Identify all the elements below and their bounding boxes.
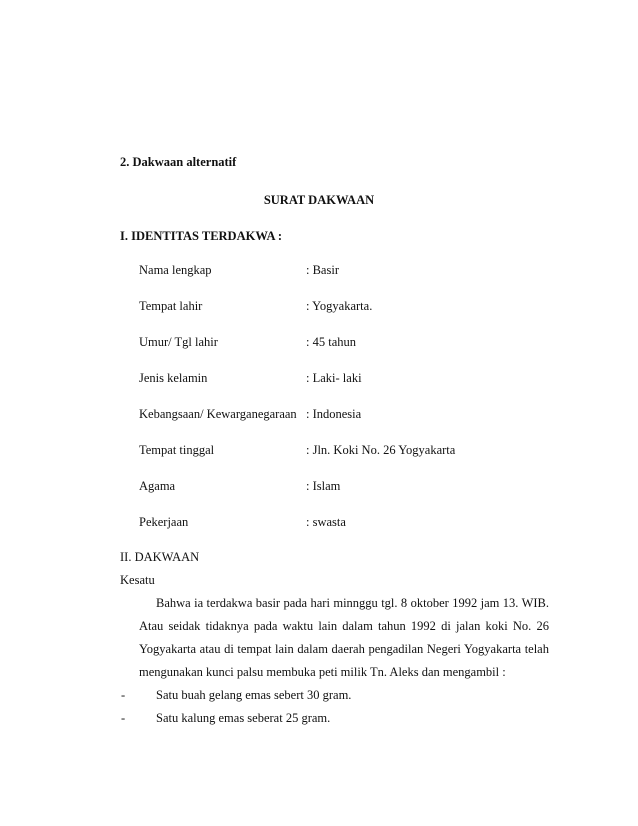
paragraph-line: Yogyakarta atau di tempat lain dalam daerah pengadilan Negeri Yogyakarta telah — [139, 642, 549, 656]
identity-value-occupation: : swasta — [306, 515, 346, 529]
identity-value-gender: : Laki- laki — [306, 371, 362, 385]
identity-value-nationality: : Indonesia — [306, 407, 362, 421]
identity-label-gender: Jenis kelamin — [139, 371, 208, 385]
identity-value-age: : 45 tahun — [306, 335, 356, 349]
identity-heading: I. IDENTITAS TERDAKWA : — [120, 229, 283, 243]
bullet-dash: - — [121, 711, 126, 725]
identity-label-occupation: Pekerjaan — [139, 515, 189, 529]
list-item: Satu buah gelang emas sebert 30 gram. — [156, 688, 352, 702]
paragraph-line: Bahwa ia terdakwa basir pada hari minnggu tgl. 8 oktober 1992 jam 13. WIB. — [156, 596, 549, 610]
identity-value-birthplace: : Yogyakarta. — [306, 299, 373, 313]
document-title: SURAT DAKWAAN — [263, 193, 375, 207]
identity-value-residence: : Jln. Koki No. 26 Yogyakarta — [306, 443, 456, 457]
section-heading: 2. Dakwaan alternatif — [120, 155, 237, 169]
identity-label-birthplace: Tempat lahir — [139, 299, 203, 313]
list-item: Satu kalung emas seberat 25 gram. — [156, 711, 331, 725]
identity-value-religion: : Islam — [306, 479, 341, 493]
identity-label-religion: Agama — [139, 479, 176, 493]
bullet-dash: - — [121, 688, 126, 702]
identity-label-name: Nama lengkap — [139, 263, 212, 277]
identity-label-residence: Tempat tinggal — [139, 443, 215, 457]
paragraph-line: mengunakan kunci palsu membuka peti milik Tn. Aleks dan mengambil : — [139, 665, 506, 679]
dakwaan-heading: II. DAKWAAN — [120, 550, 200, 564]
identity-value-name: : Basir — [306, 263, 339, 277]
identity-label-age: Umur/ Tgl lahir — [139, 335, 218, 349]
paragraph-line: Atau seidak tidaknya pada waktu lain dalam tahun 1992 di jalan koki No. 26 — [139, 619, 549, 633]
identity-label-nationality: Kebangsaan/ Kewarganegaraan — [139, 407, 297, 421]
kesatu-label: Kesatu — [120, 573, 155, 587]
